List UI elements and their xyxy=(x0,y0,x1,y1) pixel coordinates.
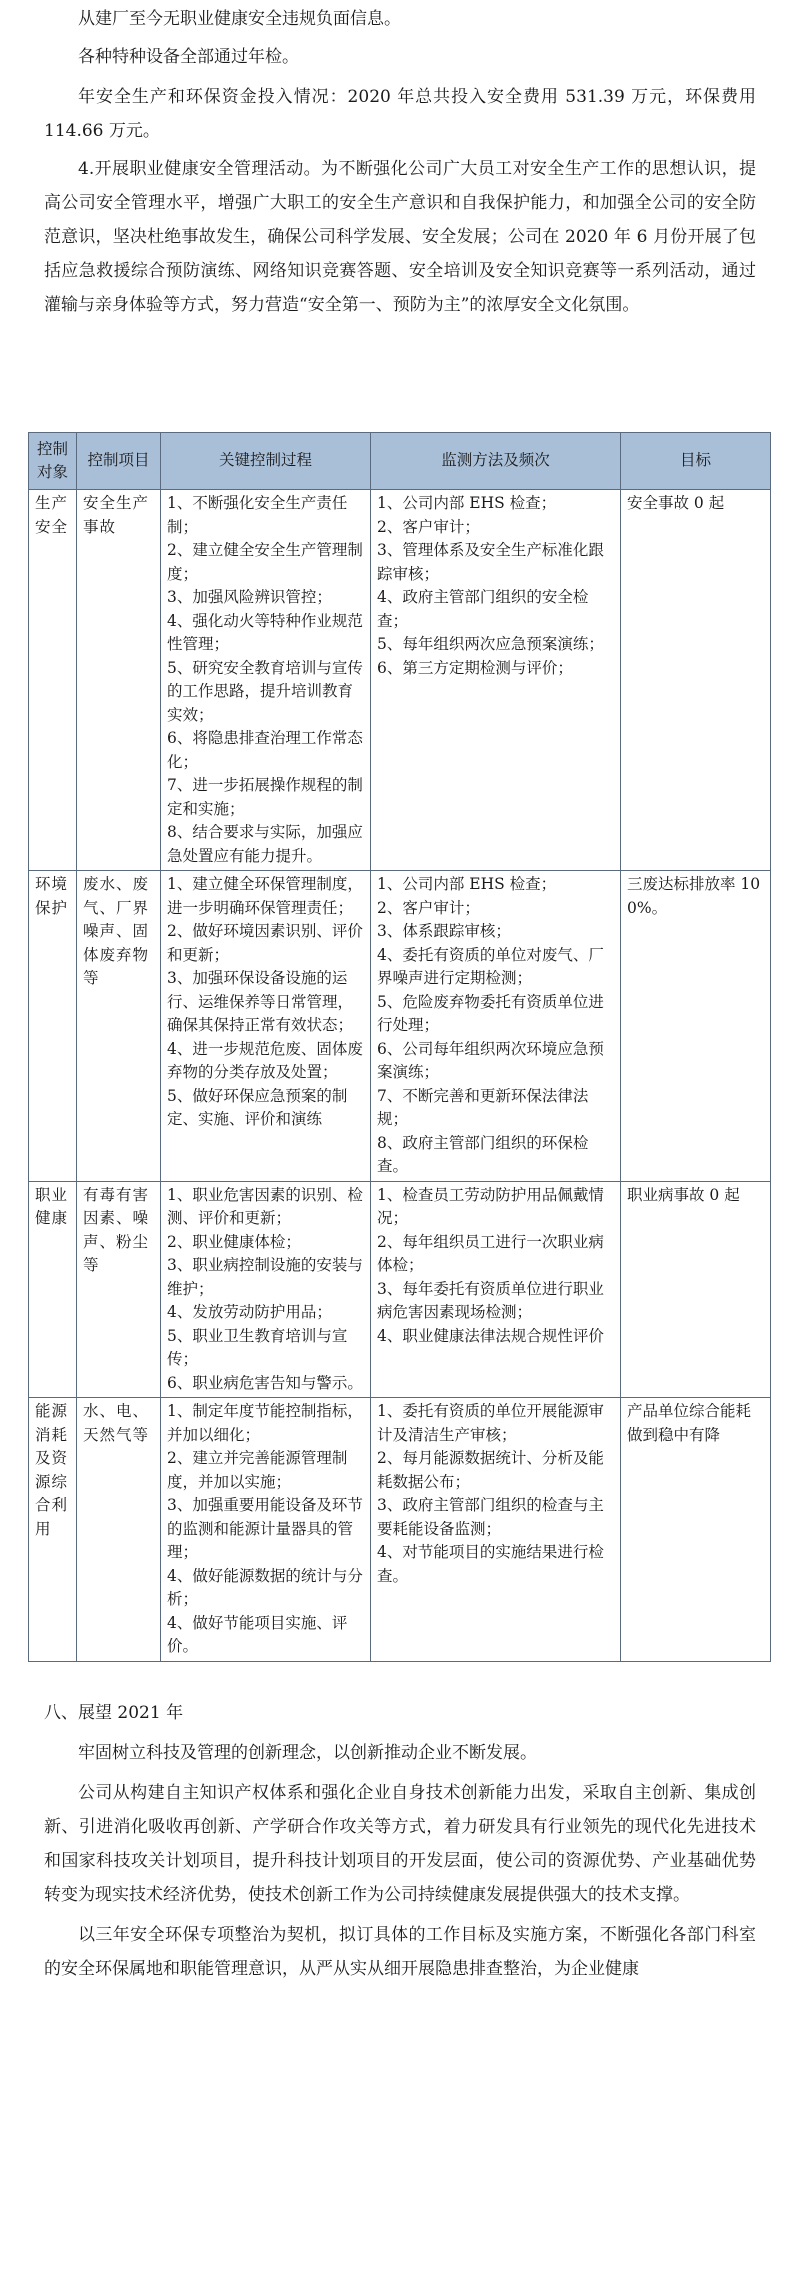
monitor-step: 6、第三方定期检测与评价； xyxy=(377,658,573,677)
outlook-paragraph-2: 公司从构建自主知识产权体系和强化企业自身技术创新能力出发，采取自主创新、集成创新、引进消化吸收再创新、产学研合作攻关等方式，着力研发具有行业领先的现代化先进技术和国家科技攻关计划项目，提升科技计划项目的开发层面，使公司的资源优势、产业基础优势转变为现实技术经济优势，使技术创新工作为公司持续健康发展提供强大的技术支撑。 xyxy=(44,1783,756,1905)
process-step: 1、不断强化安全生产责任制； xyxy=(167,494,348,536)
cell-monitor xyxy=(371,490,621,871)
monitor-step: 2、每年组织员工进行一次职业病体检； xyxy=(377,1232,604,1274)
process-step: 6、职业病危害告知与警示。 xyxy=(167,1373,363,1392)
monitor-step: 4、对节能项目的实施结果进行检查。 xyxy=(377,1543,604,1585)
process-step: 8、结合要求与实际，加强应急处置应有能力提升。 xyxy=(167,823,363,865)
table-row xyxy=(29,1398,771,1662)
cell-process xyxy=(161,1181,371,1398)
monitor-step: 4、职业健康法律法规合规性评价 xyxy=(377,1326,604,1345)
outlook-paragraph-3: 以三年安全环保专项整治为契机，拟订具体的工作目标及实施方案，不断强化各部门科室的安全环保属地和职能管理意识，从严从实从细开展隐患排查整治，为企业健康 xyxy=(44,1925,756,1979)
monitor-step: 4、委托有资质的单位对废气、厂界噪声进行定期检测； xyxy=(377,945,604,987)
process-step: 4、做好能源数据的统计与分析； xyxy=(167,1566,363,1608)
header-object: 控制对象 xyxy=(29,433,77,490)
monitor-step: 4、政府主管部门组织的安全检查； xyxy=(377,588,589,630)
process-step: 1、职业危害因素的识别、检测、评价和更新； xyxy=(167,1185,363,1227)
process-step: 5、研究安全教育培训与宣传的工作思路，提升培训教育实效； xyxy=(167,658,363,724)
process-step: 5、做好环保应急预案的制定、实施、评价和演练 xyxy=(167,1086,348,1128)
monitor-step: 3、政府主管部门组织的检查与主要耗能设备监测； xyxy=(377,1496,604,1538)
process-step: 4、进一步规范危废、固体废弃物的分类存放及处置； xyxy=(167,1039,363,1081)
header-process: 关键控制过程 xyxy=(161,433,371,490)
cell-process xyxy=(161,1398,371,1662)
cell-object: 能源消耗及资源综合利用 xyxy=(29,1398,77,1662)
header-monitor: 监测方法及频次 xyxy=(371,433,621,490)
intro-paragraph-1: 从建厂至今无职业健康安全违规负面信息。 xyxy=(78,9,401,29)
cell-object: 环境保护 xyxy=(29,871,77,1182)
cell-item: 有毒有害因素、噪声、粉尘等 xyxy=(77,1181,161,1398)
process-step: 6、将隐患排查治理工作常态化； xyxy=(167,729,363,771)
process-step: 2、做好环境因素识别、评价和更新； xyxy=(167,922,363,964)
cell-target: 三废达标排放率 100%。 xyxy=(621,871,771,1182)
cell-target: 职业病事故 0 起 xyxy=(621,1181,771,1398)
monitor-step: 1、委托有资质的单位开展能源审计及清洁生产审核； xyxy=(377,1402,604,1444)
monitor-step: 7、不断完善和更新环保法律法规； xyxy=(377,1086,589,1128)
process-step: 4、发放劳动防护用品； xyxy=(167,1303,332,1321)
monitor-step: 2、客户审计； xyxy=(377,517,480,536)
process-step: 3、加强风险辨识管控； xyxy=(167,588,332,606)
process-step: 5、职业卫生教育培训与宣传； xyxy=(167,1326,348,1368)
monitor-step: 1、公司内部 EHS 检查； xyxy=(377,875,557,893)
intro-paragraph-2: 各种特种设备全部通过年检。 xyxy=(78,47,299,67)
cell-monitor xyxy=(371,1181,621,1398)
monitor-step: 3、每年委托有资质单位进行职业病危害因素现场检测； xyxy=(377,1279,604,1321)
monitor-step: 1、公司内部 EHS 检查； xyxy=(377,494,557,512)
process-step: 7、进一步拓展操作规程的制定和实施； xyxy=(167,776,363,818)
monitor-step: 5、每年组织两次应急预案演练； xyxy=(377,635,604,653)
process-step: 3、加强重要用能设备及环节的监测和能源计量器具的管理； xyxy=(167,1496,363,1561)
monitor-step: 6、公司每年组织两次环境应急预案演练； xyxy=(377,1039,604,1081)
process-step: 1、建立健全环保管理制度，进一步明确环保管理责任； xyxy=(167,875,363,917)
cell-target: 安全事故 0 起 xyxy=(621,490,771,871)
cell-item: 水、电、天然气等 xyxy=(77,1398,161,1662)
monitor-step: 2、客户审计； xyxy=(377,898,480,917)
process-step: 2、建立并完善能源管理制度，并加以实施； xyxy=(167,1449,348,1491)
cell-process xyxy=(161,871,371,1182)
table-header-row xyxy=(29,433,771,490)
table-row xyxy=(29,871,771,1182)
header-item: 控制项目 xyxy=(77,433,161,490)
header-target: 目标 xyxy=(621,433,771,490)
intro-paragraph-4: 4.开展职业健康安全管理活动。为不断强化公司广大员工对安全生产工作的思想认识，提高公司安全管理水平，增强广大职工的安全生产意识和自我保护能力，和加强全公司的安全防范意识，坚决杜绝事故发生，确保公司科学发展、安全发展；公司在 2020 年 6 月份开展了包括应急救援综合预防演练、网络知识竞赛答题、安全培训及安全知识竞赛等一系列活动，通过灌输与亲身体验等方式，努力营造“安全第一、预防为主”的浓厚安全文化氛围。 xyxy=(44,159,756,315)
process-step: 2、建立健全安全生产管理制度； xyxy=(167,541,363,583)
cell-monitor xyxy=(371,871,621,1182)
intro-paragraph-3: 年安全生产和环保资金投入情况：2020 年总共投入安全费用 531.39 万元，环保费用 114.66 万元。 xyxy=(44,87,756,141)
process-step: 4、强化动火等特种作业规范性管理； xyxy=(167,611,363,653)
process-step: 4、做好节能项目实施、评价。 xyxy=(167,1613,348,1655)
cell-object: 职业健康 xyxy=(29,1181,77,1398)
monitor-step: 2、每月能源数据统计、分析及能耗数据公布； xyxy=(377,1449,604,1491)
monitor-step: 3、管理体系及安全生产标准化跟踪审核； xyxy=(377,541,604,583)
monitor-step: 5、危险废弃物委托有资质单位进行处理； xyxy=(377,992,604,1034)
process-step: 2、职业健康体检； xyxy=(167,1232,301,1251)
control-table xyxy=(28,432,771,1662)
cell-object: 生产安全 xyxy=(29,490,77,871)
monitor-step: 3、体系跟踪审核； xyxy=(377,922,511,940)
outlook-heading: 八、展望 2021 年 xyxy=(44,1703,184,1723)
cell-process xyxy=(161,490,371,871)
process-step: 3、加强环保设备设施的运行、运维保养等日常管理，确保其保持正常有效状态； xyxy=(167,969,354,1034)
monitor-step: 1、检查员工劳动防护用品佩戴情况； xyxy=(377,1185,604,1227)
process-step: 1、制定年度节能控制指标，并加以细化； xyxy=(167,1402,363,1444)
cell-item: 废水、废气、厂界噪声、固体废弃物等 xyxy=(77,871,161,1182)
cell-monitor xyxy=(371,1398,621,1662)
table-row xyxy=(29,1181,771,1398)
process-step: 3、职业病控制设施的安装与维护； xyxy=(167,1256,363,1298)
cell-target: 产品单位综合能耗做到稳中有降 xyxy=(621,1398,771,1662)
outlook-paragraph-1: 牢固树立科技及管理的创新理念，以创新推动企业不断发展。 xyxy=(78,1743,537,1763)
table-row xyxy=(29,490,771,871)
cell-item: 安全生产事故 xyxy=(77,490,161,871)
monitor-step: 8、政府主管部门组织的环保检查。 xyxy=(377,1133,589,1175)
